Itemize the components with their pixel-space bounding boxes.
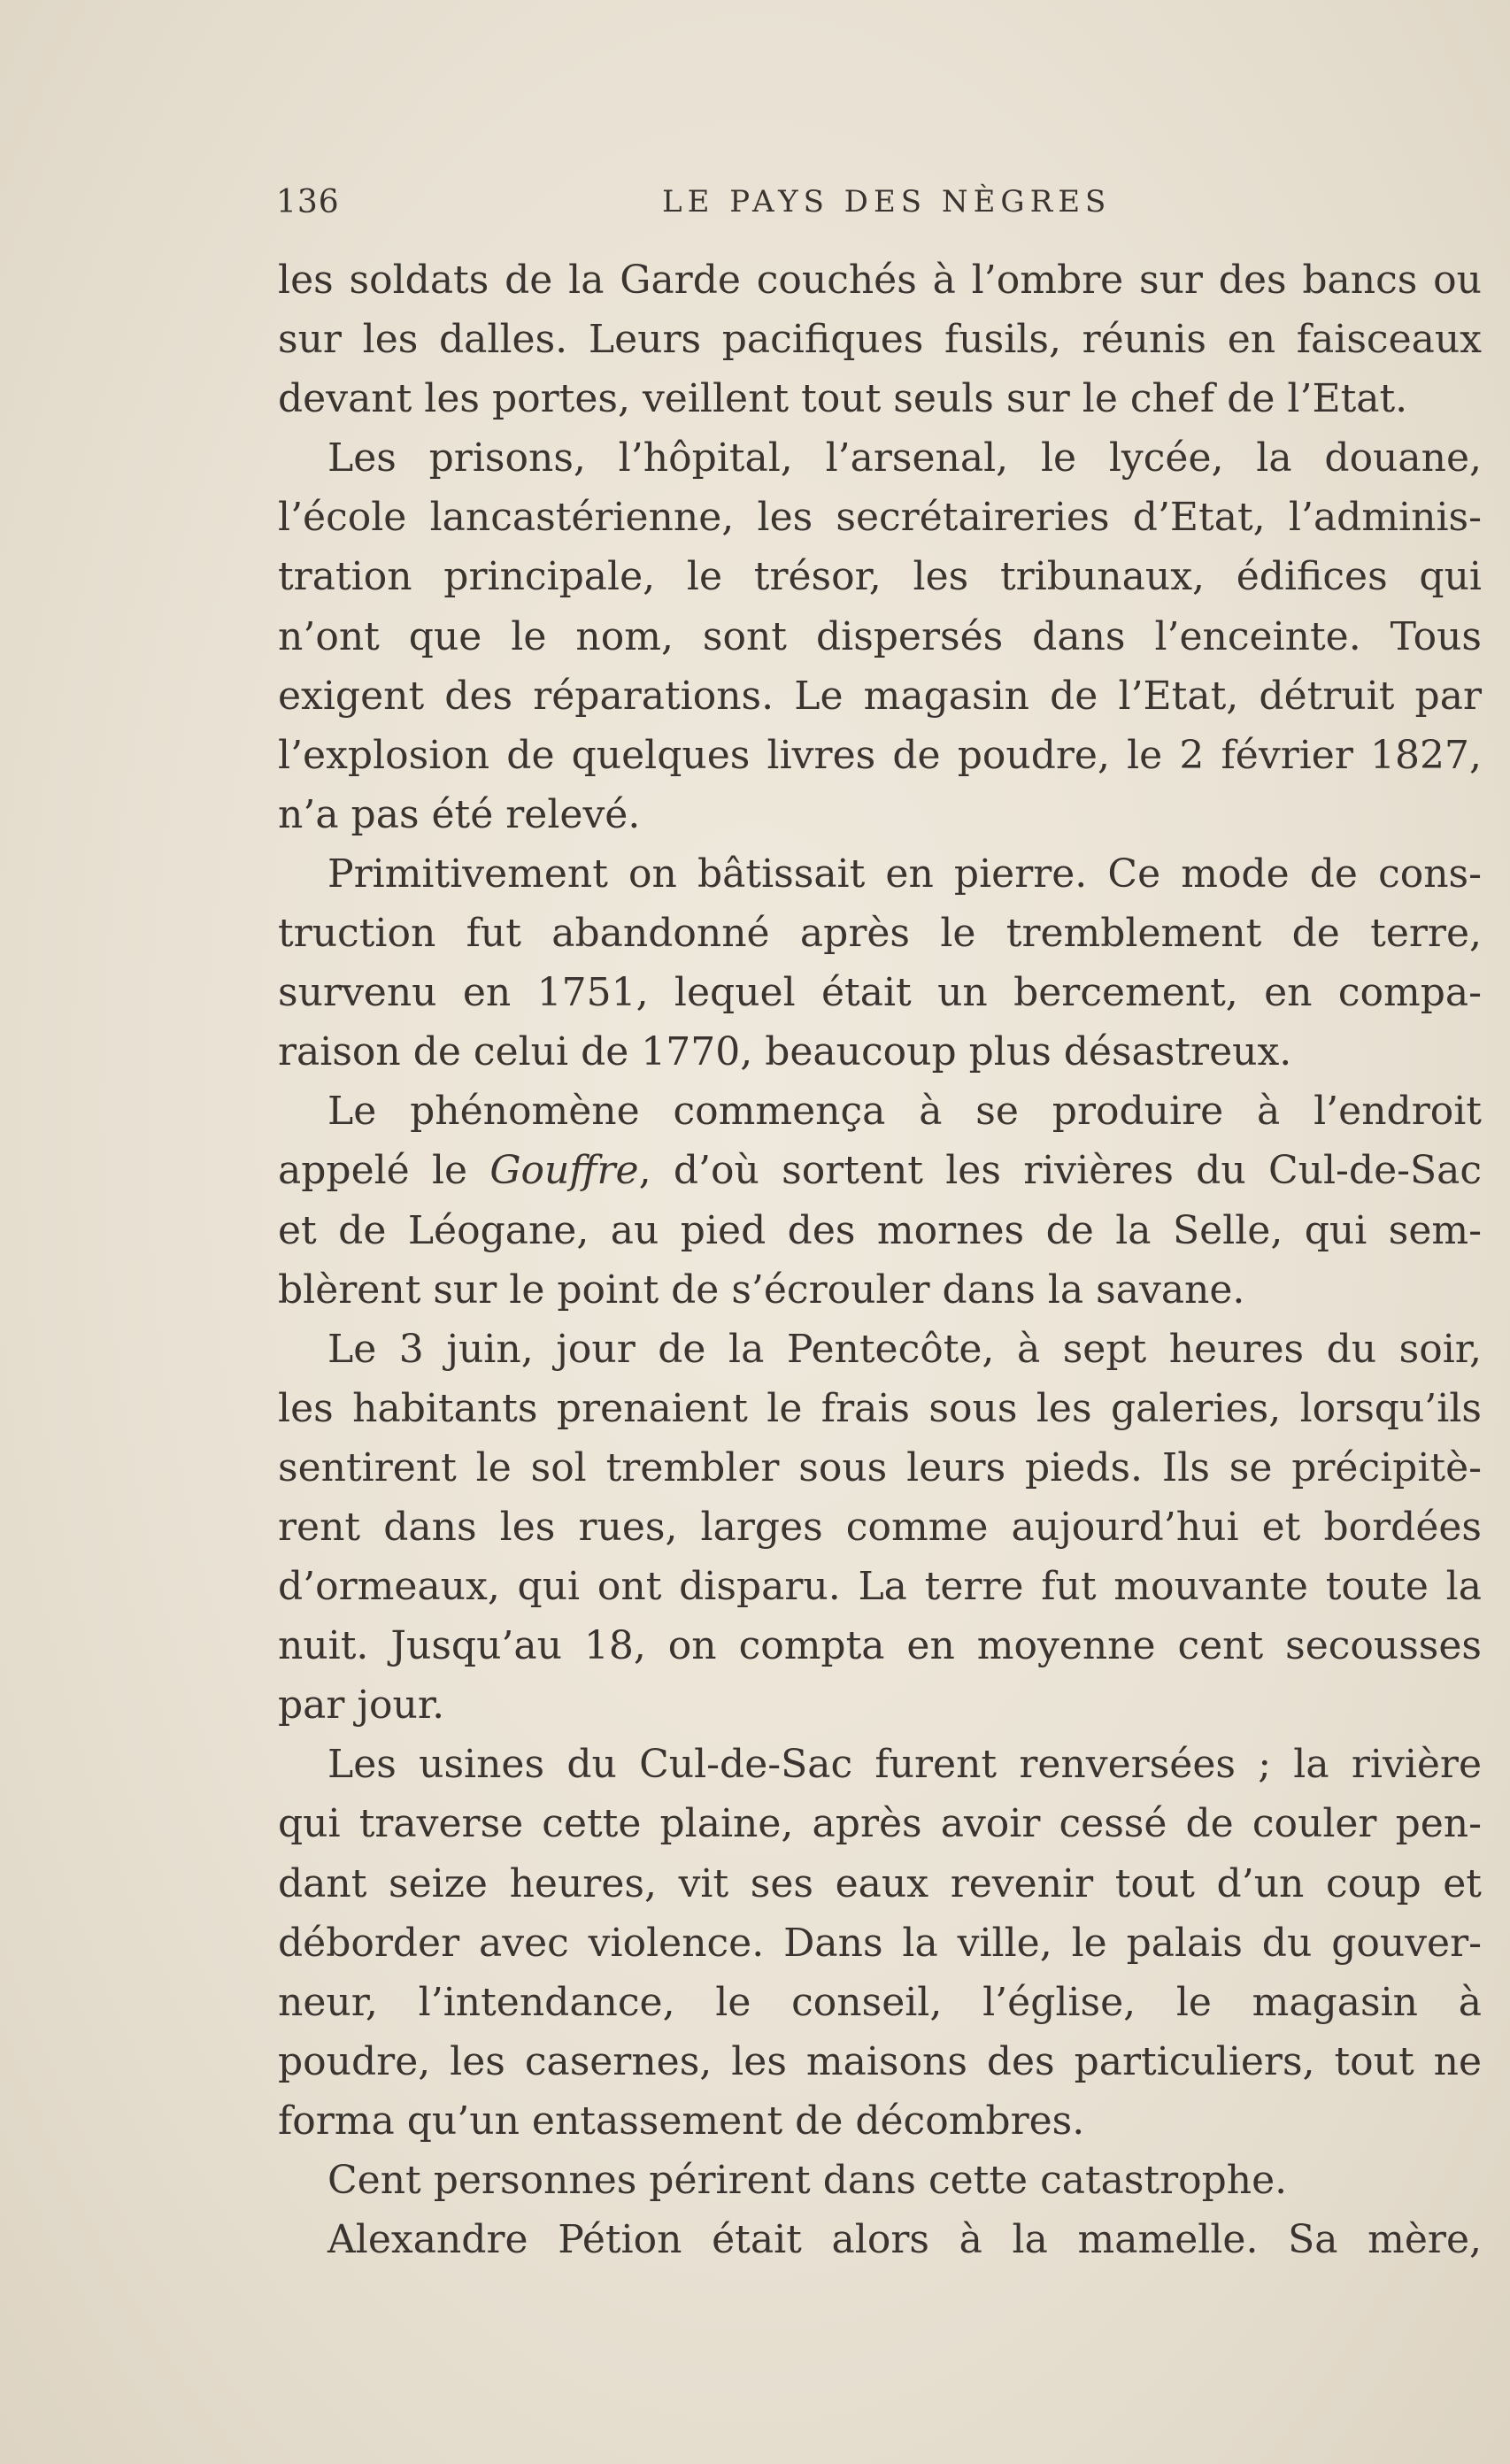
- page-number: 136: [276, 184, 340, 220]
- text-line: les habitants prenaient le frais sous les galeries, lorsqu’ils: [278, 1385, 1482, 1431]
- text-line: neur, l’intendance, le conseil, l’église, le magasin à: [278, 1979, 1482, 2025]
- text-line: Les usines du Cul-de-Sac furent renversées ; la rivière: [327, 1742, 1482, 1788]
- text-line: Primitivement on bâtissait en pierre. Ce mode de cons-: [327, 851, 1482, 897]
- italic-term: Gouffre: [489, 1148, 639, 1194]
- text-line: Le phénomène commença à se produire à l’endroit: [327, 1089, 1482, 1135]
- text-line: poudre, les casernes, les maisons des particuliers, tout ne: [278, 2038, 1482, 2084]
- running-title: LE PAYS DES NÈGRES: [662, 184, 1112, 219]
- text-line: truction fut abandonné après le tremblement de terre,: [278, 911, 1482, 957]
- text-line: Le 3 juin, jour de la Pentecôte, à sept heures du soir,: [327, 1326, 1482, 1372]
- text-line: raison de celui de 1770, beaucoup plus désastreux.: [278, 1029, 1292, 1075]
- text-line: tration principale, le trésor, les tribunaux, édifices qui: [278, 554, 1482, 600]
- text-line: Cent personnes périrent dans cette catastrophe.: [327, 2158, 1288, 2203]
- page-header: [276, 184, 1482, 228]
- text-line: déborder avec violence. Dans la ville, le palais du gouver-: [278, 1920, 1482, 1966]
- text-segment: appelé le: [278, 1148, 490, 1194]
- text-line: blèrent sur le point de s’écrouler dans la savane.: [278, 1267, 1245, 1313]
- text-line: qui traverse cette plaine, après avoir cessé de couler pen-: [278, 1801, 1482, 1847]
- text-line: survenu en 1751, lequel était un bercement, en compa-: [278, 970, 1482, 1016]
- text-line: n’a pas été relevé.: [278, 791, 641, 837]
- text-line: l’école lancastérienne, les secrétaireries d’Etat, l’adminis-: [278, 495, 1482, 541]
- text-line: n’ont que le nom, sont dispersés dans l’enceinte. Tous: [278, 613, 1482, 659]
- text-line: sur les dalles. Leurs pacifiques fusils, réunis en faisceaux: [278, 317, 1482, 363]
- text-line: dant seize heures, vit ses eaux revenir tout d’un coup et: [278, 1860, 1482, 1906]
- text-line: forma qu’un entassement de décombres.: [278, 2098, 1085, 2144]
- text-line: Alexandre Pétion était alors à la mamelle. Sa mère,: [327, 2217, 1482, 2263]
- text-line: devant les portes, veillent tout seuls sur le chef de l’Etat.: [278, 376, 1408, 422]
- text-line: et de Léogane, au pied des mornes de la Selle, qui sem-: [278, 1207, 1482, 1253]
- text-line: les soldats de la Garde couchés à l’ombre sur des bancs ou: [278, 258, 1482, 303]
- text-line: [278, 1141, 1482, 1200]
- text-line: exigent des réparations. Le magasin de l’Etat, détruit par: [278, 673, 1482, 719]
- text-line: par jour.: [278, 1682, 445, 1729]
- body-text: [278, 250, 1482, 2269]
- text-segment: , d’où sortent les rivières du Cul-de-Sac: [638, 1148, 1482, 1194]
- text-line: Les prisons, l’hôpital, l’arsenal, le lycée, la douane,: [327, 435, 1482, 481]
- text-line: sentirent le sol trembler sous leurs pieds. Ils se précipitè-: [278, 1444, 1482, 1490]
- text-line: d’ormeaux, qui ont disparu. La terre fut mouvante toute la: [278, 1564, 1482, 1610]
- text-line: nuit. Jusqu’au 18, on compta en moyenne cent secousses: [278, 1623, 1482, 1669]
- text-line: rent dans les rues, larges comme aujourd’hui et bordées: [278, 1504, 1482, 1550]
- text-line: l’explosion de quelques livres de poudre, le 2 février 1827,: [278, 732, 1482, 778]
